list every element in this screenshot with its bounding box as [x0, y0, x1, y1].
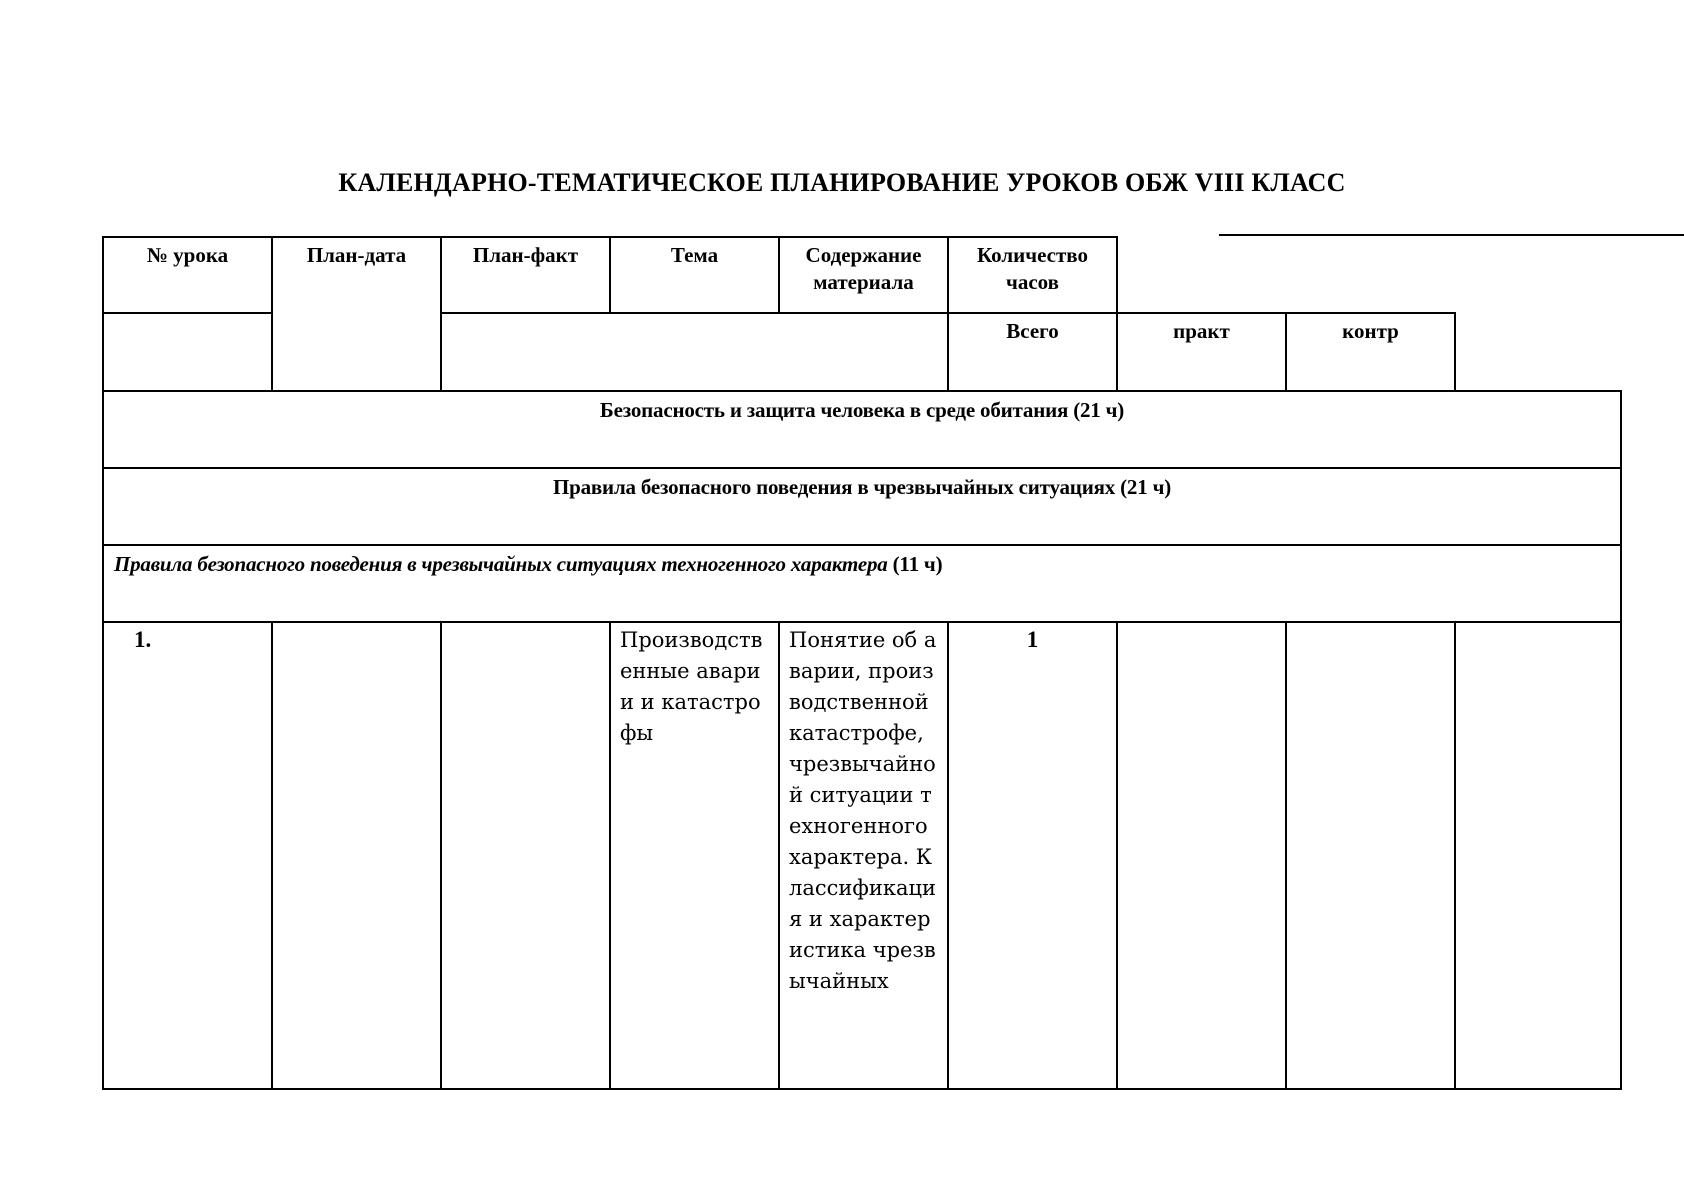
header-plan-date: План-дата	[271, 236, 442, 392]
page-title: КАЛЕНДАРНО-ТЕМАТИЧЕСКОЕ ПЛАНИРОВАНИЕ УРОКОВ ОБЖ VIII КЛАСС	[338, 168, 1346, 197]
table-top-rule	[1219, 234, 1684, 236]
header-plan-fact: План-факт	[440, 236, 611, 314]
subsection-row	[102, 544, 1622, 623]
header-lesson-no: № урока	[102, 236, 273, 314]
header-hours: Количество часов	[947, 236, 1118, 314]
header-control: контр	[1285, 312, 1456, 392]
section-row-2: Правила безопасного поведения в чрезвычайных ситуациях (21 ч)	[102, 467, 1622, 546]
header-total: Всего	[947, 312, 1118, 392]
header-practice: практ	[1116, 312, 1287, 392]
subsection-label: Правила безопасного поведения в чрезвычайных ситуациях техногенного характера	[114, 552, 888, 576]
header-topic: Тема	[609, 236, 780, 314]
header-content: Содержание материала	[778, 236, 949, 314]
subsection-hours: (11 ч)	[892, 552, 943, 576]
row-1-practice	[1116, 621, 1287, 1090]
row-1-plan-fact	[440, 621, 611, 1090]
row-1-extra	[1454, 621, 1622, 1090]
row-1-topic: Производственные аварии и катастрофы	[609, 621, 780, 1090]
planning-table	[102, 236, 1622, 1090]
row-1-number: 1.	[102, 621, 273, 1090]
row-1-control	[1285, 621, 1456, 1090]
row-1-total: 1	[947, 621, 1118, 1090]
section-row-1: Безопасность и защита человека в среде обитания (21 ч)	[102, 390, 1622, 469]
header-empty-merged	[440, 312, 949, 392]
row-1-content: Понятие об аварии, производственной катастрофе, чрезвычайной ситуации техногенного характера. Классификация и характеристика чрезвычайных	[778, 621, 949, 1090]
header-empty-left	[102, 312, 273, 392]
row-1-plan-date	[271, 621, 442, 1090]
